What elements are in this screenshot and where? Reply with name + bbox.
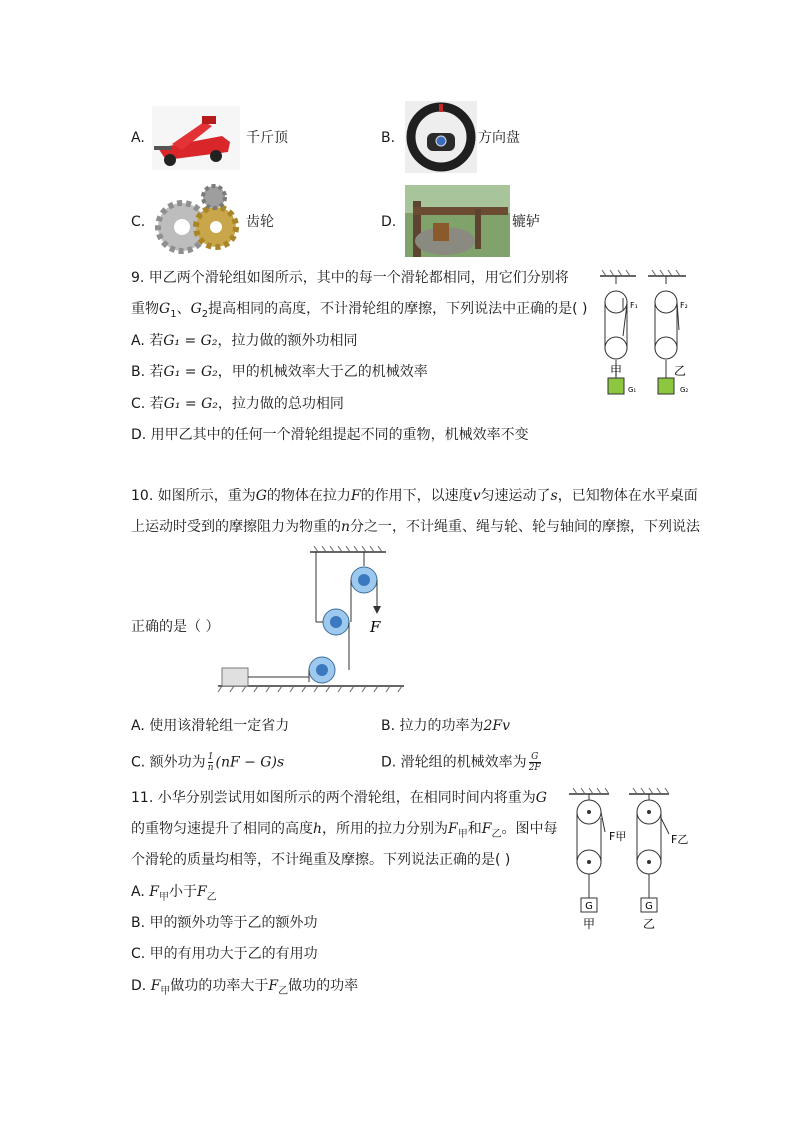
q10-option-d: D. 滑轮组的机械效率为 $\frac{G}{2F}$ xyxy=(381,752,541,773)
car-jack-icon xyxy=(152,106,240,170)
option-b-letter: B. xyxy=(381,130,396,146)
q11-option-a: A. $F_甲$小于$F_乙$ xyxy=(131,884,217,903)
f-yi-label: F乙 xyxy=(671,833,689,846)
jia-label: 甲 xyxy=(610,364,623,378)
g-right-label: G xyxy=(645,901,653,912)
f-jia-label: F甲 xyxy=(609,830,627,843)
q11-stem-line3: 个滑轮的质量均相等，不计绳重及摩擦。下列说法正确的是( ) xyxy=(131,852,511,868)
q11-option-c: C. 甲的有用功大于乙的有用功 xyxy=(131,946,318,962)
g-left-label: G xyxy=(585,901,593,912)
q11-pulley-figure xyxy=(565,788,695,936)
g1-label: G₁ xyxy=(628,386,637,394)
q10-stem-line1: 10. 如图所示，重为G的物体在拉力F的作用下，以速度v匀速运动了s，已知物体在水平桌面 xyxy=(131,488,698,504)
gears-icon xyxy=(152,183,242,259)
option-a-label: 千斤顶 xyxy=(246,130,288,146)
q9-stem-line1: 9. 甲乙两个滑轮组如图所示，其中的每一个滑轮都相同，用它们分别将 xyxy=(131,270,569,286)
q10-option-c: C. 额外功为 $\frac{1}{n}$ (nF − G)s xyxy=(131,752,285,773)
q10-option-b: B. 拉力的功率为2Fv xyxy=(381,718,511,734)
option-c-label: 齿轮 xyxy=(246,214,274,230)
steering-wheel-icon xyxy=(405,101,477,173)
windlass-well-icon xyxy=(405,185,510,257)
q10-stem-line2: 上运动时受到的摩擦阻力为物重的n分之一，不计绳重、绳与轮、轮与轴间的摩擦，下列说法 xyxy=(131,519,701,535)
option-c-letter: C. xyxy=(131,214,146,230)
q9-stem-line2: 重物$G_1$、$G_2$提高相同的高度，不计滑轮组的摩擦，下列说法中正确的是( ) xyxy=(131,301,588,320)
q11-stem-line2: 的重物匀速提升了相同的高度h，所用的拉力分别为$F_甲$和$F_乙$。图中每 xyxy=(131,821,558,840)
option-a-letter: A. xyxy=(131,130,145,146)
q9-option-c: C. 若G₁ = G₂，拉力做的总功相同 xyxy=(131,396,344,412)
f2-label: F₂ xyxy=(680,301,688,310)
option-d-letter: D. xyxy=(381,214,397,230)
g2-label: G₂ xyxy=(680,386,689,394)
q11-option-d: D. $F_甲$做功的功率大于$F_乙$做功的功率 xyxy=(131,978,359,997)
force-f-label: F xyxy=(370,618,381,636)
q10-stem-line3: 正确的是（ ） xyxy=(131,619,220,635)
q9-option-a: A. 若G₁ = G₂，拉力做的额外功相同 xyxy=(131,333,358,349)
option-d-label: 辘轳 xyxy=(512,214,540,230)
q10-pulley-figure xyxy=(214,546,409,704)
yi-label: 乙 xyxy=(642,917,656,931)
yi-label: 乙 xyxy=(674,364,687,378)
q9-option-b: B. 若G₁ = G₂，甲的机械效率大于乙的机械效率 xyxy=(131,364,428,380)
option-b-label: 方向盘 xyxy=(478,130,520,146)
q11-stem-line1: 11. 小华分别尝试用如图所示的两个滑轮组，在相同时间内将重为G xyxy=(131,790,547,806)
f1-label: F₁ xyxy=(630,301,638,310)
q11-option-b: B. 甲的额外功等于乙的额外功 xyxy=(131,915,318,931)
q10-option-a: A. 使用该滑轮组一定省力 xyxy=(131,718,290,734)
jia-label: 甲 xyxy=(582,917,596,931)
q9-pulley-figure xyxy=(596,270,696,400)
q9-option-d: D. 用甲乙其中的任何一个滑轮组提起不同的重物，机械效率不变 xyxy=(131,427,529,443)
